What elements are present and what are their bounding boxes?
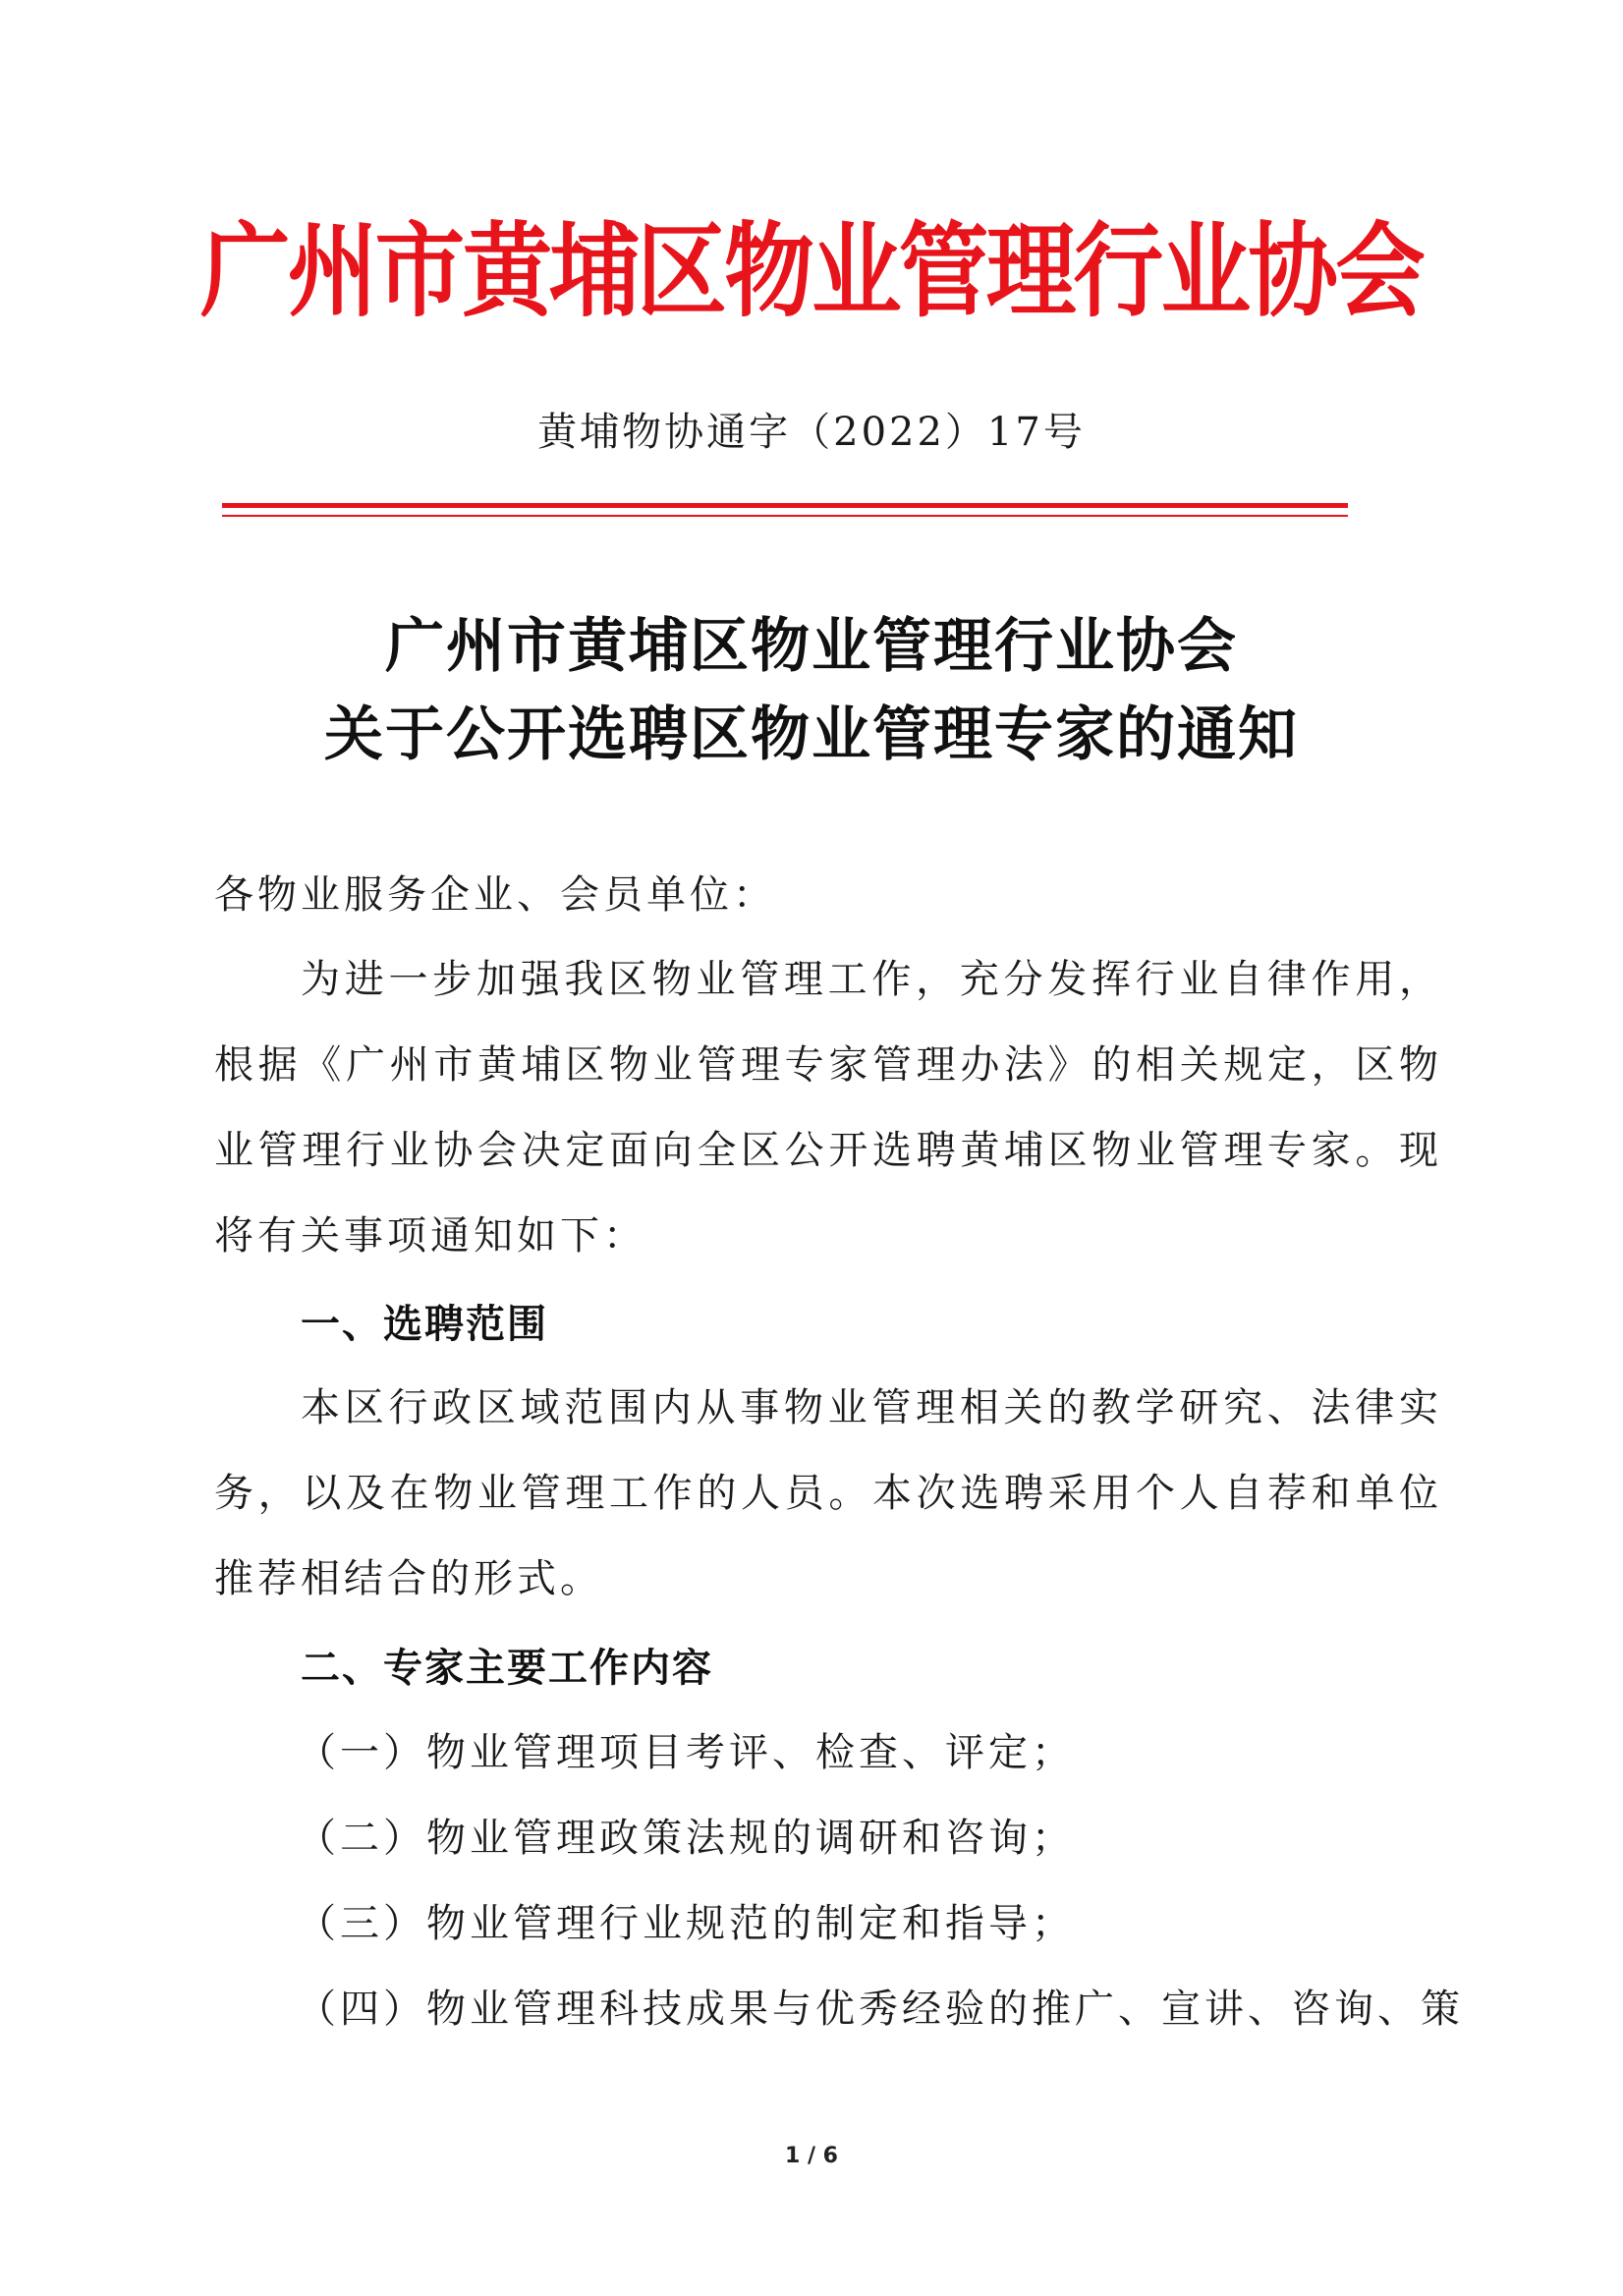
- notice-title-line-2: 关于公开选聘区物业管理专家的通知: [324, 700, 1299, 769]
- scope-paragraph: 本区行政区域范围内从事物业管理相关的教学研究、法律实务，以及在物业管理工作的人员。本次选聘采用个人自荐和单位推荐相结合的形式。: [214, 1385, 1442, 1601]
- section-heading-scope: 一、选聘范围: [301, 1302, 548, 1347]
- salutation: 各物业服务企业、会员单位：: [214, 872, 776, 918]
- document-number: 黄埔物协通字（2022）17号: [537, 410, 1086, 455]
- page-number: 1 / 6: [785, 2144, 838, 2168]
- intro-paragraph: 为进一步加强我区物业管理工作，充分发挥行业自律作用，根据《广州市黄埔区物业管理专家管理办法》的相关规定，区物业管理行业协会决定面向全区公开选聘黄埔区物业管理专家。现将有关事项通知如下：: [214, 957, 1442, 1259]
- notice-title-line-1: 广州市黄埔区物业管理行业协会: [385, 612, 1238, 681]
- duty-item: （四）物业管理科技成果与优秀经验的推广、宣讲、咨询、策: [297, 1987, 1464, 2032]
- section-heading-duties: 二、专家主要工作内容: [301, 1646, 713, 1691]
- letterhead-divider-thin: [222, 515, 1348, 517]
- duty-item: （一）物业管理项目考评、检查、评定；: [297, 1730, 1075, 1775]
- duty-item: （三）物业管理行业规范的制定和指导；: [297, 1901, 1075, 1946]
- letterhead-divider-thick: [222, 503, 1348, 508]
- duty-item: （二）物业管理政策法规的调研和咨询；: [297, 1816, 1075, 1861]
- organization-letterhead: 广州市黄埔区物业管理行业协会: [199, 211, 1424, 331]
